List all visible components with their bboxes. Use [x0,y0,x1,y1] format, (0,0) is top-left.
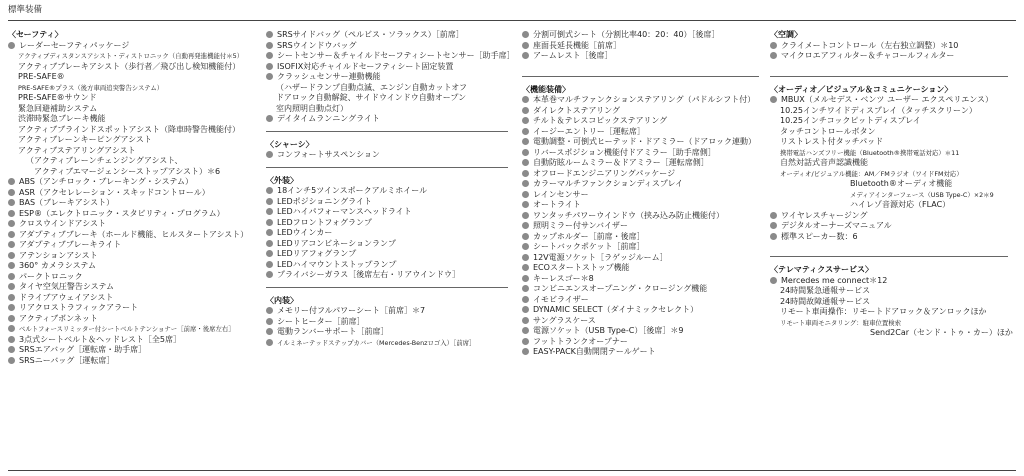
bullet-icon [266,63,273,70]
list-item: DYNAMIC SELECT（ダイナミックセレクト） [522,305,767,316]
list-item: アクティブボンネット [8,314,260,325]
list-item: クライメートコントロール（左右独立調整）＊10 [770,41,1016,52]
list-item: 24時間故障通報サービス [780,296,871,306]
bullet-icon [770,42,777,49]
bullet-icon [522,107,529,114]
bullet-icon [266,250,273,257]
bullet-icon [770,233,777,240]
bullet-icon [522,149,529,156]
interior-section [266,296,516,349]
bullet-icon [522,327,529,334]
bullet-icon [266,115,273,122]
bullet-icon [8,42,15,49]
list-item: アクティブレーンキーピングアシスト [18,135,152,144]
list-item: シートヒーター［前席］ [266,317,516,328]
list-item: プライバシーガラス［後席左右・リアウインドウ］ [266,270,516,281]
bullet-icon [266,151,273,158]
list-item: デジタルオーナーズマニュアル [770,221,1016,232]
list-item: ベルトフォースリミッター付シートベルトテンショナー［前席・後席左右］ [8,324,260,335]
bullet-icon [522,138,529,145]
list-item: LEDポジショニングライト [266,197,516,208]
section-title: 〈外装〉 [266,175,298,185]
column-1 [8,30,260,366]
bullet-icon [266,240,273,247]
exterior-section [266,176,516,281]
list-item: 本革巻マルチファンクションステアリング（パドルシフト付） [522,95,767,106]
list-item: シートバックポケット［前席］ [522,242,767,253]
list-item: Send2Car（センド・トゥ・カー）ほか [870,328,1013,337]
list-item: BAS（ブレーキアシスト） [8,198,260,209]
list-item: ABS（アンチロック・ブレーキング・システム） [8,177,260,188]
list-item: アクティブステアリングアシスト [18,145,136,155]
list-item: オフロードエンジニアリングパッケージ [522,169,767,180]
section-title: 〈テレマティクスサービス〉 [770,265,873,274]
bullet-icon [522,180,529,187]
bullet-icon [522,159,529,166]
function-section [522,85,767,358]
list-item: PRE-SAFE®サウンド [18,93,97,102]
list-item: EASY-PACK自動開閉テールゲート [522,347,767,358]
bullet-icon [522,317,529,324]
bullet-icon [8,199,15,206]
list-item: アームレスト［後席］ [522,51,767,62]
bullet-icon [266,328,273,335]
list-item: 自動防眩ルームミラー＆ドアミラー［運転席側］ [522,158,767,169]
list-item: 携帯電話ハンズフリー機能（Bluetooth®携帯電話対応）＊11 [780,148,960,157]
list-item: アダプティブブレーキ（ホールド機能、ヒルスタートアシスト） [8,230,260,241]
list-item: アダプティブブレーキライト [8,240,260,251]
bullet-icon [770,212,777,219]
bullet-icon [522,338,529,345]
list-item: タイヤ空気圧警告システム [8,282,260,293]
list-item: タッチコントロールボタン [780,126,876,136]
bullet-icon [266,339,273,346]
list-item: パークトロニック [8,272,260,283]
page-title: 標準装備 [8,5,43,15]
list-item: イモビライザー [522,295,767,306]
bullet-icon [522,296,529,303]
list-item: LEDフロントフォグランプ [266,218,516,229]
list-item: リモート車両モニタリング：駐車位置検索 [780,318,902,327]
aircon-section [770,30,1016,62]
bullet-icon [8,178,15,185]
list-item: LEDハイマウントストップランプ [266,260,516,271]
list-item: MBUX（メルセデス・ベンツ ユーザー エクスペリエンス） [770,95,1016,106]
list-item: カラーマルチファンクションディスプレイ [522,179,767,190]
bullet-icon [8,241,15,248]
bullet-icon [522,306,529,313]
bullet-icon [522,42,529,49]
list-item: 室内照明自動点灯） [276,103,348,113]
list-item: SRSサイドバッグ（ペルビス・ソラックス）［前席］ [266,30,516,41]
list-item: 座面長延長機能［前席］ [522,41,767,52]
bullet-icon [8,231,15,238]
bullet-icon [770,222,777,229]
list-item: フットトランクオープナー [522,337,767,348]
section-title: 〈機能装備〉 [522,84,570,94]
bullet-icon [522,243,529,250]
list-item: コンフォートサスペンション [266,150,516,161]
list-item: 電動調整・可倒式ヒーテッド・ドアミラー（ドアロック連動） [522,137,767,148]
list-item: ECOスタートストップ機能 [522,263,767,274]
bullet-icon [522,117,529,124]
list-item: イージーエントリー［運転席］ [522,127,767,138]
bullet-icon [8,273,15,280]
list-item: ドライブアウェイアシスト [8,293,260,304]
list-item: アクティブブレーキアシスト（歩行者／飛び出し検知機能付） [18,61,241,71]
list-item: PRE-SAFE®プラス（後方車両追突警告システム） [18,83,164,92]
list-item: レーダーセーフティパッケージ [8,41,260,52]
list-item: イルミネーテッドステップカバー（Mercedes-Benzロゴ入）［前席］ [266,338,516,349]
list-item: チルト＆テレスコピックステアリング [522,116,767,127]
bullet-icon [770,96,777,103]
list-item: SRSエアバッグ［運転席・助手席］ [8,345,260,356]
bullet-icon [522,285,529,292]
list-item: 緊急回避補助システム [18,103,98,113]
list-item: 自然対話式音声認識機能 [780,158,868,167]
bullet-icon [266,187,273,194]
list-item: ハイレゾ音源対応（FLAC） [850,200,951,209]
bullet-icon [522,31,529,38]
list-item: ドアロック自動解錠、サイドウインドウ自動オープン [276,93,467,102]
list-item: PRE-SAFE® [18,72,65,81]
bullet-icon [8,357,15,364]
bullet-icon [8,304,15,311]
section-divider [266,287,508,288]
list-item: クラッシュセンサー連動機能 [266,72,516,83]
bullet-icon [8,252,15,259]
list-item: Mercedes me connect＊12 [770,276,1016,287]
list-item: リモート車両操作：リモートドアロック＆アンロックほか [780,307,987,316]
list-item: SRSニーバッグ［運転席］ [8,356,260,367]
bottom-divider [8,470,1016,471]
list-item: アテンションアシスト [8,251,260,262]
bullet-icon [266,318,273,325]
column-3 [522,30,767,358]
section-divider [266,131,508,132]
safety-section [8,30,260,366]
list-item: アクティブエマージェンシーストップアシスト）＊6 [34,166,221,176]
list-item: レインセンサー [522,190,767,201]
list-item: ESP®（エレクトロニック・スタビリティ・プログラム） [8,209,260,220]
bullet-icon [266,307,273,314]
section-title: 〈セーフティ〉 [8,30,63,39]
list-item: サングラスケース [522,316,767,327]
bullet-icon [8,220,15,227]
audio-section [770,85,1016,243]
bullet-icon [522,212,529,219]
section-divider [770,76,1008,77]
list-item: 電源ソケット（USB Type-C）［後席］＊9 [522,326,767,337]
column-4 [770,30,1016,339]
list-item: ワイヤレスチャージング [770,211,1016,222]
list-item: LEDハイパフォーマンスヘッドライト [266,207,516,218]
bullet-icon [8,315,15,322]
telematics-section [770,265,1016,339]
bullet-icon [266,31,273,38]
list-item: 分割可倒式シート（分割比率40：20：40）［後席］ [522,30,767,41]
list-item: クロスウインドアシスト [8,219,260,230]
list-item: 照明ミラー付サンバイザー [522,221,767,232]
list-item: 12V電源ソケット［ラゲッジルーム］ [522,253,767,264]
bullet-icon [8,294,15,301]
bullet-icon [522,52,529,59]
seat-section [522,30,767,62]
bullet-icon [266,42,273,49]
list-item: LEDウインカー [266,228,516,239]
list-item: リアクロストラフィックアラート [8,303,260,314]
bullet-icon [770,52,777,59]
bullet-icon [522,201,529,208]
list-item: 360° カメラシステム [8,261,260,272]
list-item: コンビニエンスオープニング・クロージング機能 [522,284,767,295]
list-item: LEDリアコンビネーションランプ [266,239,516,250]
bullet-icon [522,264,529,271]
list-item: ワンタッチパワーウインドウ（挟み込み防止機能付） [522,211,767,222]
bullet-icon [522,96,529,103]
list-item: アクティブブラインドスポットアシスト（降車時警告機能付） [18,124,240,134]
section-divider [522,76,759,77]
section-title: 〈空調〉 [770,30,802,39]
bullet-icon [522,222,529,229]
bullet-icon [522,233,529,240]
section-divider [770,256,1008,257]
list-item: ASR（アクセレレーション・スキッドコントロール） [8,188,260,199]
column-2 [266,30,516,348]
list-item: ISOFIX対応チャイルドセーフティシート固定装置 [266,62,516,73]
bullet-icon [8,189,15,196]
section-title: 〈シャーシ〉 [266,139,314,149]
list-item: Bluetooth®オーディオ機能 [850,179,953,188]
bullet-icon [266,229,273,236]
list-item: 渋滞時緊急ブレーキ機能 [18,114,106,123]
list-item: （ハザードランプ自動点滅、エンジン自動カットオフ [276,82,468,92]
chassis-section [266,140,516,161]
section-title: 〈内装〉 [266,295,298,305]
bullet-icon [8,346,15,353]
bullet-icon [266,73,273,80]
list-item: アクティブディスタンスアシスト・ディストロニック（自動再発進機能付＊5） [18,52,244,60]
list-item: オートライト [522,200,767,211]
list-item: マイクロエアフィルター＆チャコールフィルター [770,51,1016,62]
list-item: ダイレクトステアリング [522,106,767,117]
list-item: カップホルダー［前席・後席］ [522,232,767,243]
list-item: デイタイムランニングライト [266,114,516,125]
bullet-icon [266,261,273,268]
list-item: シートセンサー＆チャイルドセーフティシートセンサー［助手席］ [266,51,516,62]
bullet-icon [522,128,529,135]
bullet-icon [266,198,273,205]
bullet-icon [8,336,15,343]
list-item: リバースポジション機能付ドアミラー［助手席側］ [522,148,767,159]
bullet-icon [266,208,273,215]
bullet-icon [8,283,15,290]
list-item: 10.25インチワイドディスプレイ（タッチスクリーン） [780,105,977,115]
bullet-icon [522,348,529,355]
list-item: 3点式シートベルト＆ヘッドレスト［全5席］ [8,335,260,346]
list-item: （アクティブレーンチェンジングアシスト、 [26,156,183,165]
top-divider [8,20,1016,21]
safety-continued-section [266,30,516,125]
section-title: 〈オーディオ／ビジュアル＆コミュニケーション〉 [770,84,953,94]
list-item: 18インチ5ツインスポークアルミホイール [266,186,516,197]
bullet-icon [770,277,777,284]
bullet-icon [522,275,529,282]
list-item: LEDリアフォグランプ [266,249,516,260]
list-item: 24時間緊急通報サービス [780,286,871,295]
bullet-icon [522,254,529,261]
list-item: キーレスゴー＊8 [522,274,767,285]
bullet-icon [266,219,273,226]
list-item: 標準スピーカー数：6 [770,232,1016,243]
list-item: オーディオ/ビジュアル機能：AM／FMラジオ（ワイドFM対応） [780,169,963,178]
list-item: 10.25インチコックピットディスプレイ [780,116,921,125]
bullet-icon [266,52,273,59]
bullet-icon [522,170,529,177]
section-divider [266,167,508,168]
bullet-icon [8,262,15,269]
list-item: リストレスト付タッチパッド [780,137,884,146]
list-item: 電動ランバーサポート［前席］ [266,327,516,338]
bullet-icon [522,191,529,198]
bullet-icon [8,210,15,217]
list-item: SRSウインドウバッグ [266,41,516,52]
bullet-icon [266,271,273,278]
list-item: メモリー付フルパワーシート［前席］＊7 [266,306,516,317]
list-item: メディアインターフェース（USB Type-C）×2＊9 [850,190,994,199]
bullet-icon [8,325,15,332]
